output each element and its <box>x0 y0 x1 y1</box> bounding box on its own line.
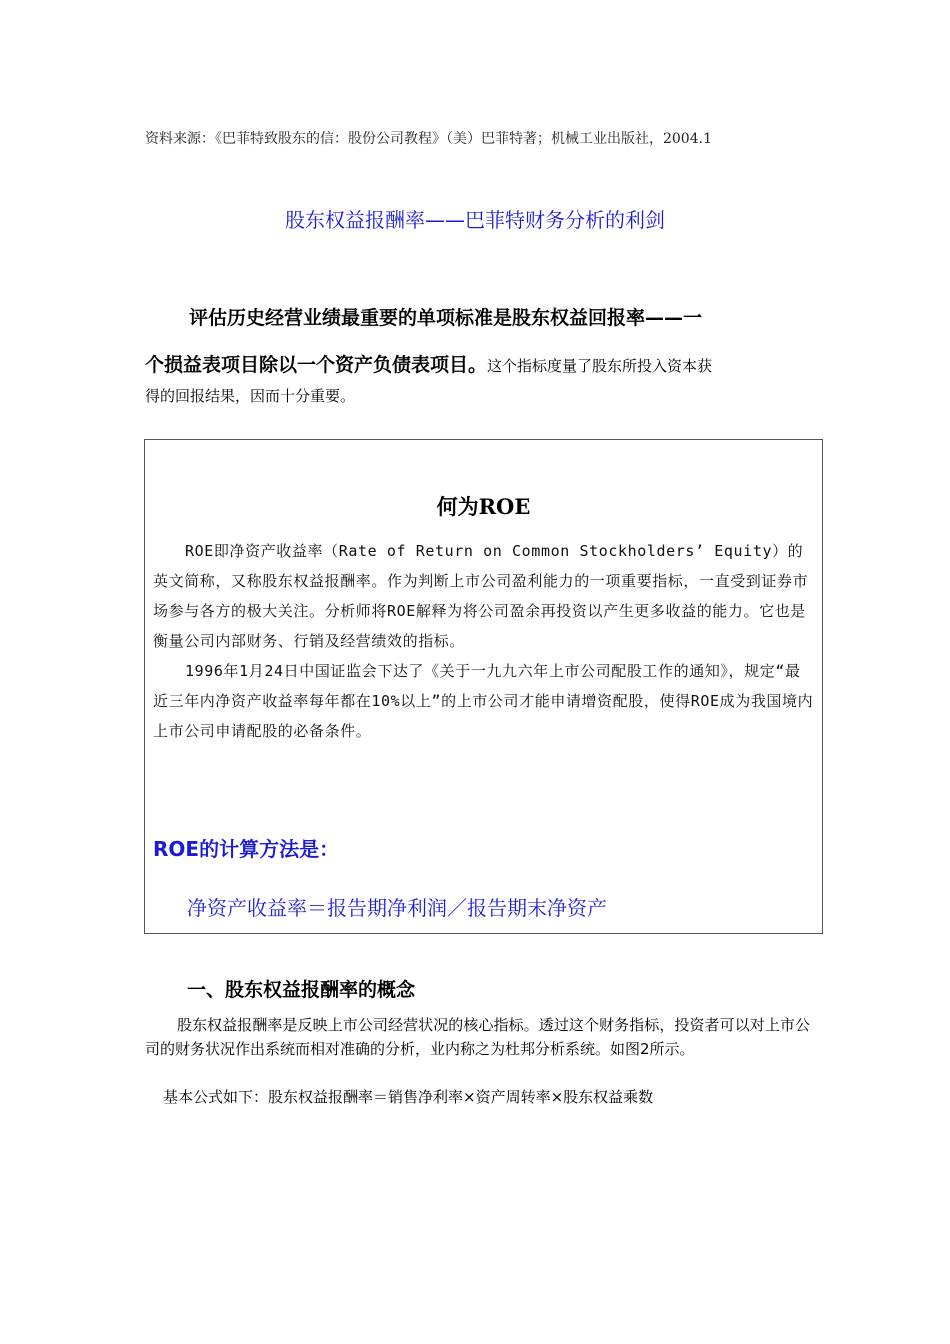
intro-bold-line-2: 个损益表项目除以一个资产负债表项目。 <box>145 354 488 376</box>
box-paragraph-definition: ROE即净资产收益率（Rate of Return on Common Stockholders’ Equity）的英文简称，又称股东权益报酬率。作为判断上市公司盈利能力的一项重要指标，一直受到证券市场参与各方的极大关注。分析师将ROE解释为将公司盈余再投资以产生更多收益的能力。它也是衡量公司内部财务、行销及经营绩效的指标。 <box>153 542 809 650</box>
basic-formula-line: 基本公式如下：股东权益报酬率＝销售净利率×资产周转率×股东权益乘数 <box>163 1088 654 1106</box>
intro-normal-tail: 这个指标度量了股东所投入资本获 <box>487 357 713 375</box>
box-paragraph-history: 1996年1月24日中国证监会下达了《关于一九九六年上市公司配股工作的通知》，规定“最近三年内净资产收益率每年都在10%以上”的上市公司才能申请增资配股，使得ROE成为我国境内上市公司申请配股的必备条件。 <box>153 662 814 740</box>
section-paragraph: 股东权益报酬率是反映上市公司经营状况的核心指标。透过这个财务指标，投资者可以对上市公司的财务状况作出系统而相对准确的分析，业内称之为杜邦分析系统。如图2所示。 <box>145 1016 810 1058</box>
roe-formula: 净资产收益率＝报告期净利润／报告期末净资产 <box>187 896 607 920</box>
intro-bold-line-1: 评估历史经营业绩最重要的单项标准是股东权益回报率——一 <box>189 307 703 329</box>
intro-paragraph <box>145 298 810 411</box>
intro-normal-line-3: 得的回报结果，因而十分重要。 <box>145 387 356 405</box>
box-body <box>153 536 815 746</box>
source-citation: 资料来源：《巴菲特致股东的信：股份公司教程》（美）巴菲特著；机械工业出版社，2004.1 <box>145 131 712 147</box>
section-heading: 一、股东权益报酬率的概念 <box>187 979 416 1001</box>
roe-method-heading: ROE的计算方法是： <box>153 837 340 861</box>
roe-info-box <box>144 439 823 934</box>
page-title: 股东权益报酬率——巴菲特财务分析的利剑 <box>285 208 665 232</box>
box-title: 何为ROE <box>436 494 531 519</box>
